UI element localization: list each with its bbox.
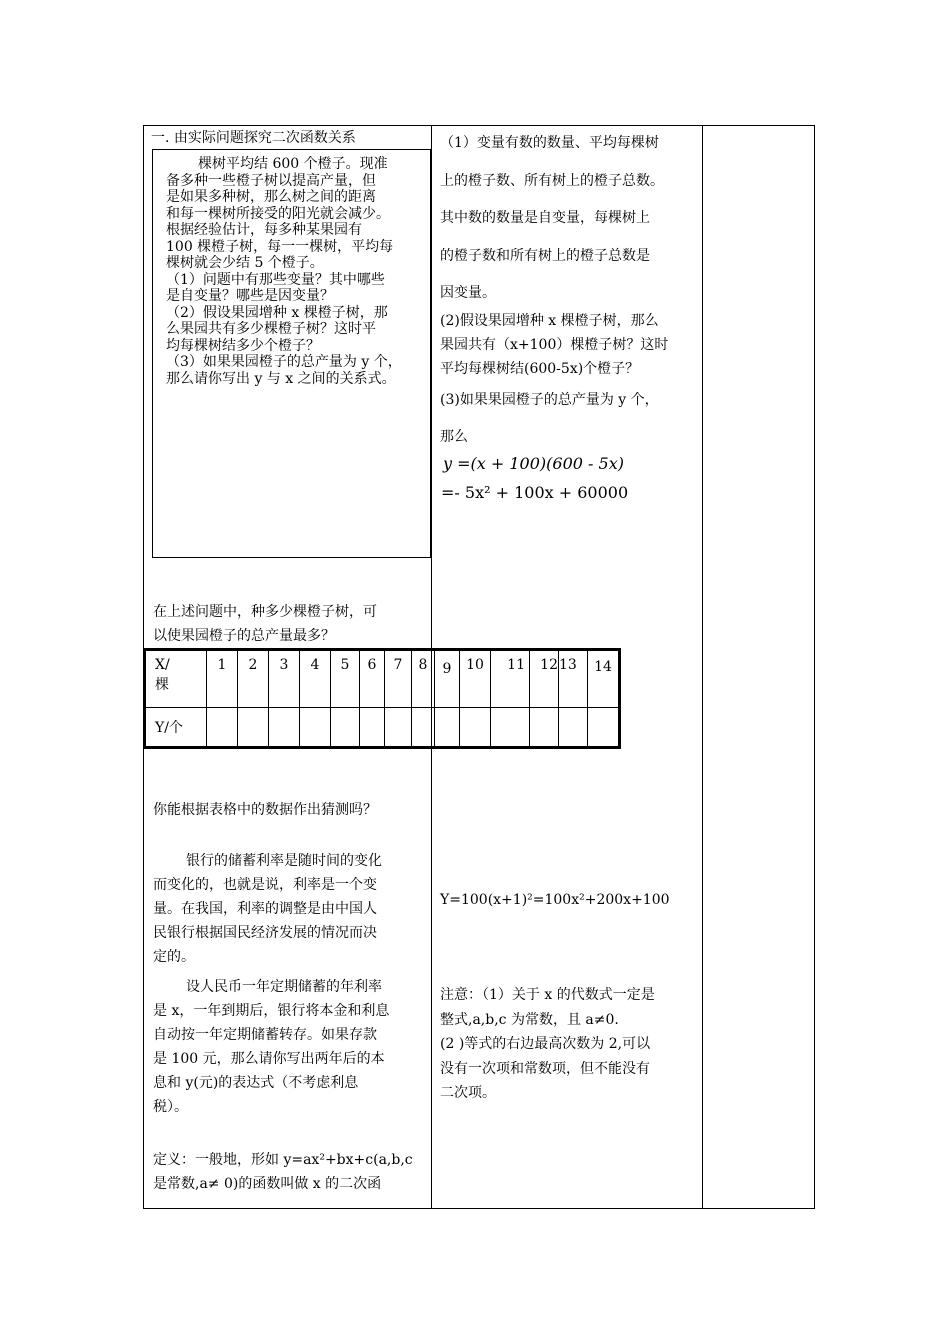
y-cell [300,708,331,748]
column-divider-2 [702,125,703,1209]
answer-2 [440,309,700,381]
y-cell [530,708,559,748]
frame-bottom [143,1208,815,1209]
y-cell [460,708,491,748]
definition-line: 定义：一般地，形如 y=ax²+bx+c(a,b,c [153,1152,413,1168]
answer-3 [440,382,700,456]
bank-paragraph [153,849,429,969]
y-cell [238,708,269,748]
formula-line-1: y =(x + 100)(600 - 5x) [443,454,624,473]
answer-1 [440,125,700,313]
bank-line: 定的。 [153,949,195,965]
deposit-line: 自动按一年定期储蓄转存。如果存款 [153,1027,377,1043]
frame-right [814,125,815,1209]
x-cell: 4 [300,650,331,708]
problem-text [166,156,428,387]
problem-line: 根据经验估计，每多种某果园有 [166,222,362,238]
y-cell [559,708,588,748]
problem-line: 么果园共有多少棵橙子树？这时平 [166,321,376,337]
y-cell [412,708,435,748]
x-cell: 2 [238,650,269,708]
problem-line: 棵树就会少结 5 个橙子。 [166,255,324,271]
y-cell [588,708,620,748]
note-line: (2 )等式的右边最高次数为 2,可以 [440,1036,651,1052]
deposit-line: 是 100 元，那么请你写出两年后的本 [153,1051,385,1067]
y-cell [269,708,300,748]
problem-line: （3）如果果园橙子的总产量为 y 个， [166,354,402,370]
x-cell: 9 [435,650,460,708]
problem-line: 备多种一些橙子树以提高产量，但 [166,172,376,189]
problem-line: 是自变量？哪些是因变量？ [166,288,334,304]
orange-data-table [143,648,621,749]
answer-2-line: 平均每棵树结(600-5x)个橙子？ [440,361,640,377]
bank-line: 银行的储蓄利率是随时间的变化 [186,853,382,869]
bank-line: 而变化的，也就是说，利率是一个变 [153,877,377,893]
problem-line: 100 棵橙子树，每一一棵树，平均每 [166,238,394,255]
question-line: 以使果园橙子的总产量最多？ [153,628,335,644]
bank-line: 量。在我国，利率的调整是由中国人 [153,901,377,917]
answer-3-line: (3)如果果园橙子的总产量为 y 个， [440,392,659,408]
deposit-line: 息和 y(元)的表达式（不考虑利息 [153,1075,359,1091]
bank-line: 民银行根据国民经济发展的情况而决 [153,925,377,941]
x-header-line: 棵 [155,677,169,693]
x-header-line: X/ [155,657,170,673]
question-text [153,600,429,648]
x-cell: 1 [207,650,238,708]
problem-line: （2）假设果园增种 x 棵橙子树，那 [166,304,388,321]
answer-1-line: 的橙子数和所有树上的橙子总数是 [440,247,650,264]
x-cell: 11 [491,650,530,708]
answer-1-line: 上的橙子数、所有树上的橙子总数。 [440,172,664,189]
answer-3-line: 那么 [440,429,468,445]
x-cell: 14 [588,650,620,708]
deposit-line: 是 x，一年到期后，银行将本金和利息 [153,1003,390,1019]
deposit-line: 税）。 [153,1099,188,1115]
x-cell: 13 [559,650,588,708]
problem-line: （1）问题中有那些变量？其中哪些 [166,271,385,288]
note-line: 注意：（1）关于 x 的代数式一定是 [440,987,655,1003]
x-cell: 6 [360,650,385,708]
answer-2-line: (2)假设果园增种 x 棵橙子树，那么 [440,313,659,329]
y-cell [360,708,385,748]
problem-line: 是如果多种树，那么树之间的距离 [166,189,376,205]
x-cell: 8 [412,650,435,708]
note-line: 整式,a,b,c 为常数，且 a≠0. [440,1011,619,1028]
bank-formula: Y=100(x+1)²=100x²+200x+100 [440,892,670,908]
answer-2-line: 果园共有（x+100）棵橙子树？这时 [440,337,669,353]
x-cell: 3 [269,650,300,708]
problem-line: 和每一棵树所接受的阳光就会减少。 [166,205,390,222]
definition-paragraph [153,1148,429,1196]
x-cell: 5 [331,650,360,708]
y-cell [331,708,360,748]
deposit-paragraph [153,975,429,1119]
section-heading: 一. 由实际问题探究二次函数关系 [151,130,356,146]
answer-1-line: 其中数的数量是自变量，每棵树上 [440,210,650,226]
problem-line: 棵树平均结 600 个橙子。现准 [198,156,388,172]
note-paragraph [440,983,700,1106]
y-header-cell: Y/个 [145,708,207,748]
note-line: 二次项。 [440,1085,496,1101]
guess-prompt: 你能根据表格中的数据作出猜测吗？ [153,802,377,818]
x-cell: 7 [385,650,412,708]
y-cell [491,708,530,748]
problem-line: 均每棵树结多少个橙子？ [166,337,320,354]
y-cell [435,708,460,748]
x-cell: 12 [530,650,559,708]
question-line: 在上述问题中，种多少棵橙子树，可 [153,604,377,620]
answer-1-line: 因变量。 [440,285,496,301]
x-header-cell [145,650,207,708]
definition-line: 是常数,a≠ 0)的函数叫做 x 的二次函 [153,1176,382,1192]
y-cell [207,708,238,748]
deposit-line: 设人民币一年定期储蓄的年利率 [186,979,382,995]
answer-1-line: （1）变量有数的数量、平均每棵树 [440,135,659,151]
problem-line: 那么请你写出 y 与 x 之间的关系式。 [166,370,396,387]
y-cell [385,708,412,748]
formula-line-2: =- 5x² + 100x + 60000 [441,483,629,502]
x-cell: 10 [460,650,491,708]
note-line: 没有一次项和常数项，但不能没有 [440,1060,650,1077]
